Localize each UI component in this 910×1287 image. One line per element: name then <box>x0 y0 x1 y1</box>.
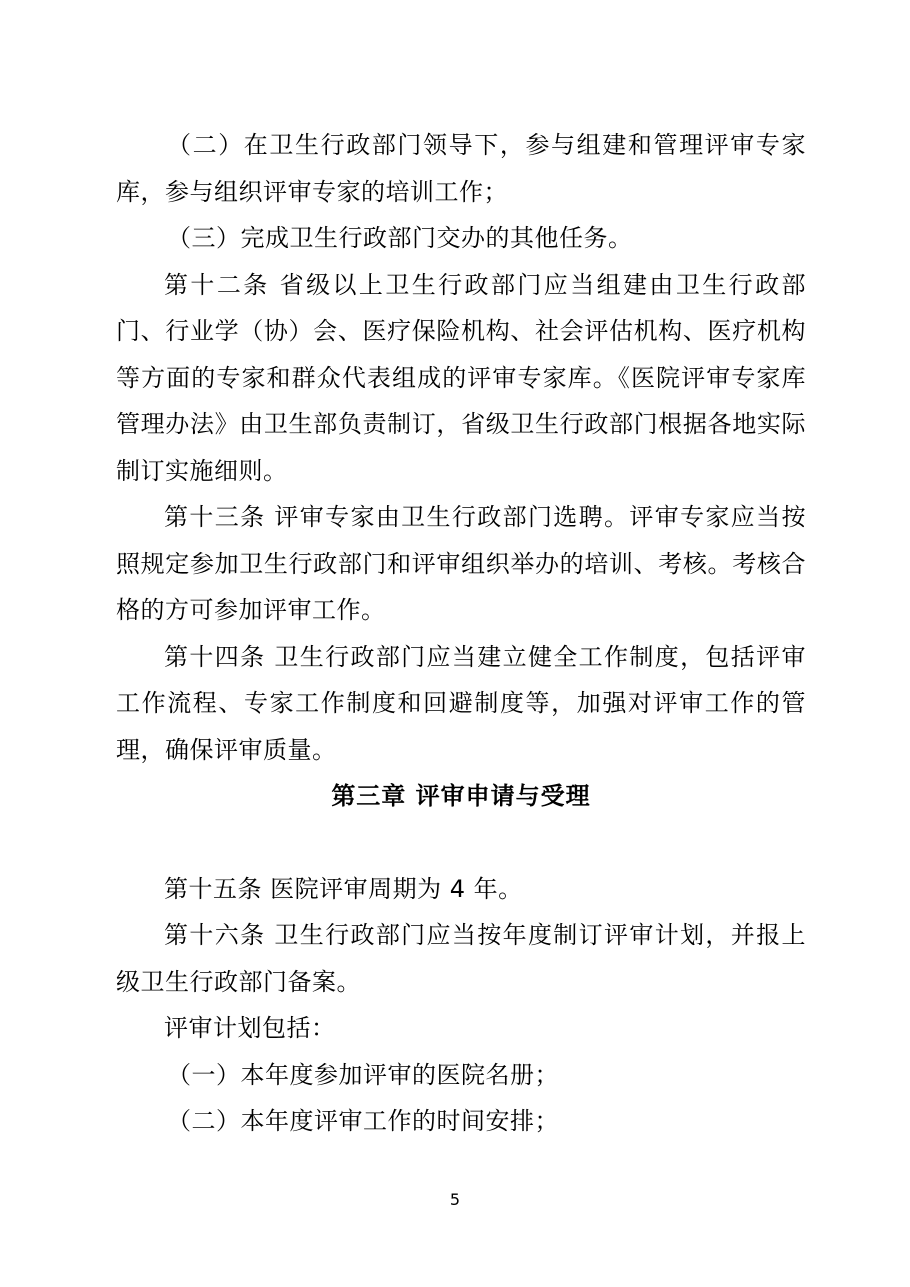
document-body <box>116 122 806 1145</box>
page-number: 5 <box>449 1190 461 1209</box>
chapter-heading: 第三章 评审申请与受理 <box>331 782 591 810</box>
article-16: 第十六条 卫生行政部门应当按年度制订评审计划，并报上级卫生行政部门备案。 <box>116 921 806 996</box>
article-14: 第十四条 卫生行政部门应当建立健全工作制度，包括评审工作流程、专家工作制度和回避制度等，加强对评审工作的管理，确保评审质量。 <box>116 642 806 764</box>
paragraph-item-3: （三）完成卫生行政部门交办的其他任务。 <box>167 224 633 252</box>
article-15: 第十五条 医院评审周期为 4 年。 <box>164 874 523 903</box>
article-12: 第十二条 省级以上卫生行政部门应当组建由卫生行政部门、行业学（协）会、医疗保险机构、社会评估机构、医疗机构等方面的专家和群众代表组成的评审专家库。《医院评审专家库管理办法》由卫生部负责制订，省级卫生行政部门根据各地实际制订实施细则。 <box>116 270 806 485</box>
plan-contents-intro: 评审计划包括： <box>164 1014 336 1042</box>
plan-item-2: （二）本年度评审工作的时间安排； <box>167 1107 559 1135</box>
article-13: 第十三条 评审专家由卫生行政部门选聘。评审专家应当按照规定参加卫生行政部门和评审组织举办的培训、考核。考核合格的方可参加评审工作。 <box>116 503 806 624</box>
plan-item-1: （一）本年度参加评审的医院名册； <box>167 1060 559 1089</box>
paragraph-item-2: （二）在卫生行政部门领导下，参与组建和管理评审专家库，参与组织评审专家的培训工作； <box>116 131 806 206</box>
